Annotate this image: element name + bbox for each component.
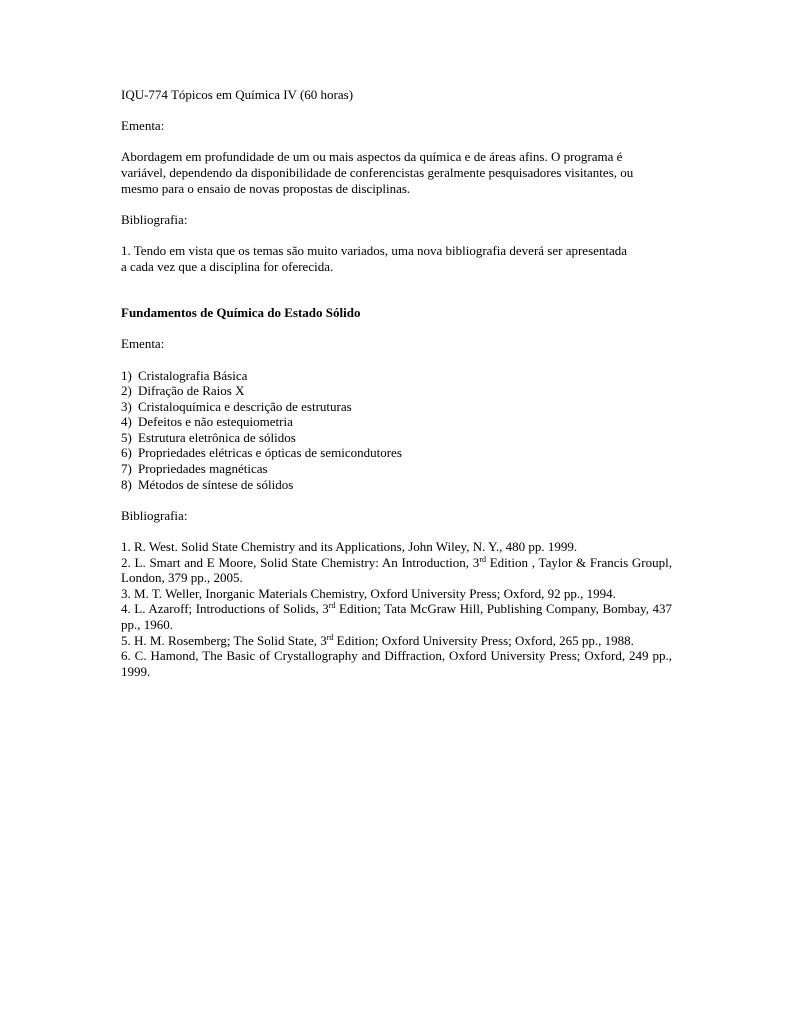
course1-ementa-line: variável, dependendo da disponibilidade de conferencistas geralmente pesquisadores visitantes, ou xyxy=(121,164,634,180)
course1-ementa-heading: Ementa: xyxy=(121,118,165,134)
reference-item xyxy=(121,633,672,649)
list-item-text: Cristalografia Básica xyxy=(138,367,248,383)
course2-topic-list xyxy=(121,368,672,493)
reference-text: Edition; Oxford University Press; Oxford, 265 pp., 1988. xyxy=(333,632,634,648)
course1-bibliografia-text xyxy=(121,243,672,274)
document-page xyxy=(121,87,672,679)
course1-bib-line: 1. Tendo em vista que os temas são muito variados, uma nova bibliografia deverá ser apresentada xyxy=(121,242,628,258)
reference-superscript: rd xyxy=(328,601,336,611)
reference-item: 1. R. West. Solid State Chemistry and its Applications, John Wiley, N. Y., 480 pp. 1999. xyxy=(121,539,578,555)
list-item-number: 6) xyxy=(121,445,132,461)
course2-bibliografia-heading: Bibliografia: xyxy=(121,507,188,523)
reference-superscript: rd xyxy=(479,554,486,564)
course2-ementa-heading: Ementa: xyxy=(121,336,165,352)
list-item-text: Cristaloquímica e descrição de estruturas xyxy=(138,398,352,414)
list-item xyxy=(121,414,672,430)
reference-text: Edition , Taylor & Francis Groupl, London, 379 pp., 2005. xyxy=(121,554,672,586)
reference-item xyxy=(121,555,672,586)
list-item xyxy=(121,430,672,446)
reference-text: 4. L. Azaroff; Introductions of Solids, 3 xyxy=(121,601,329,617)
list-item-number: 7) xyxy=(121,461,132,477)
list-item xyxy=(121,445,672,461)
reference-item: 3. M. T. Weller, Inorganic Materials Chemistry, Oxford University Press; Oxford, 92 pp., 1994. xyxy=(121,585,616,601)
course1-ementa-line: Abordagem em profundidade de um ou mais aspectos da química e de áreas afins. O programa é xyxy=(121,149,623,165)
course1-bib-line: a cada vez que a disciplina for oferecida. xyxy=(121,258,334,274)
reference-text: Edition; Tata McGraw Hill, Publishing Company, Bombay, 437 pp., 1960. xyxy=(121,601,673,632)
list-item-text: Métodos de síntese de sólidos xyxy=(138,476,294,492)
list-item-number: 3) xyxy=(121,398,132,414)
list-item-text: Difração de Raios X xyxy=(138,383,245,399)
course2-title: Fundamentos de Química do Estado Sólido xyxy=(121,305,361,321)
list-item-number: 5) xyxy=(121,429,132,445)
list-item-number: 4) xyxy=(121,414,132,430)
list-item xyxy=(121,461,672,477)
list-item-text: Estrutura eletrônica de sólidos xyxy=(138,429,296,445)
reference-text: 2. L. Smart and E Moore, Solid State Chemistry: An Introduction, 3 xyxy=(121,554,480,570)
course2-reference-list xyxy=(121,539,672,679)
list-item-text: Defeitos e não estequiometria xyxy=(138,414,293,430)
list-item-text: Propriedades magnéticas xyxy=(138,461,268,477)
course1-title: IQU-774 Tópicos em Química IV (60 horas) xyxy=(121,87,354,102)
reference-item: 6. C. Hamond, The Basic of Crystallography and Diffraction, Oxford University Press; Oxford, 249 pp., 1999. xyxy=(121,648,672,679)
course1-ementa-text xyxy=(121,149,672,196)
reference-superscript: rd xyxy=(326,632,334,642)
course1-ementa-line: mesmo para o ensaio de novas propostas de disciplinas. xyxy=(121,180,411,196)
list-item-number: 2) xyxy=(121,383,132,399)
reference-item xyxy=(121,601,672,632)
reference-text: 5. H. M. Rosemberg; The Solid State, 3 xyxy=(121,632,327,648)
course1-bibliografia-heading: Bibliografia: xyxy=(121,211,188,227)
list-item-number: 8) xyxy=(121,476,132,492)
list-item-number: 1) xyxy=(121,367,132,383)
list-item xyxy=(121,368,672,384)
list-item xyxy=(121,383,672,399)
list-item xyxy=(121,399,672,415)
list-item-text: Propriedades elétricas e ópticas de semicondutores xyxy=(138,445,402,461)
list-item xyxy=(121,477,672,493)
